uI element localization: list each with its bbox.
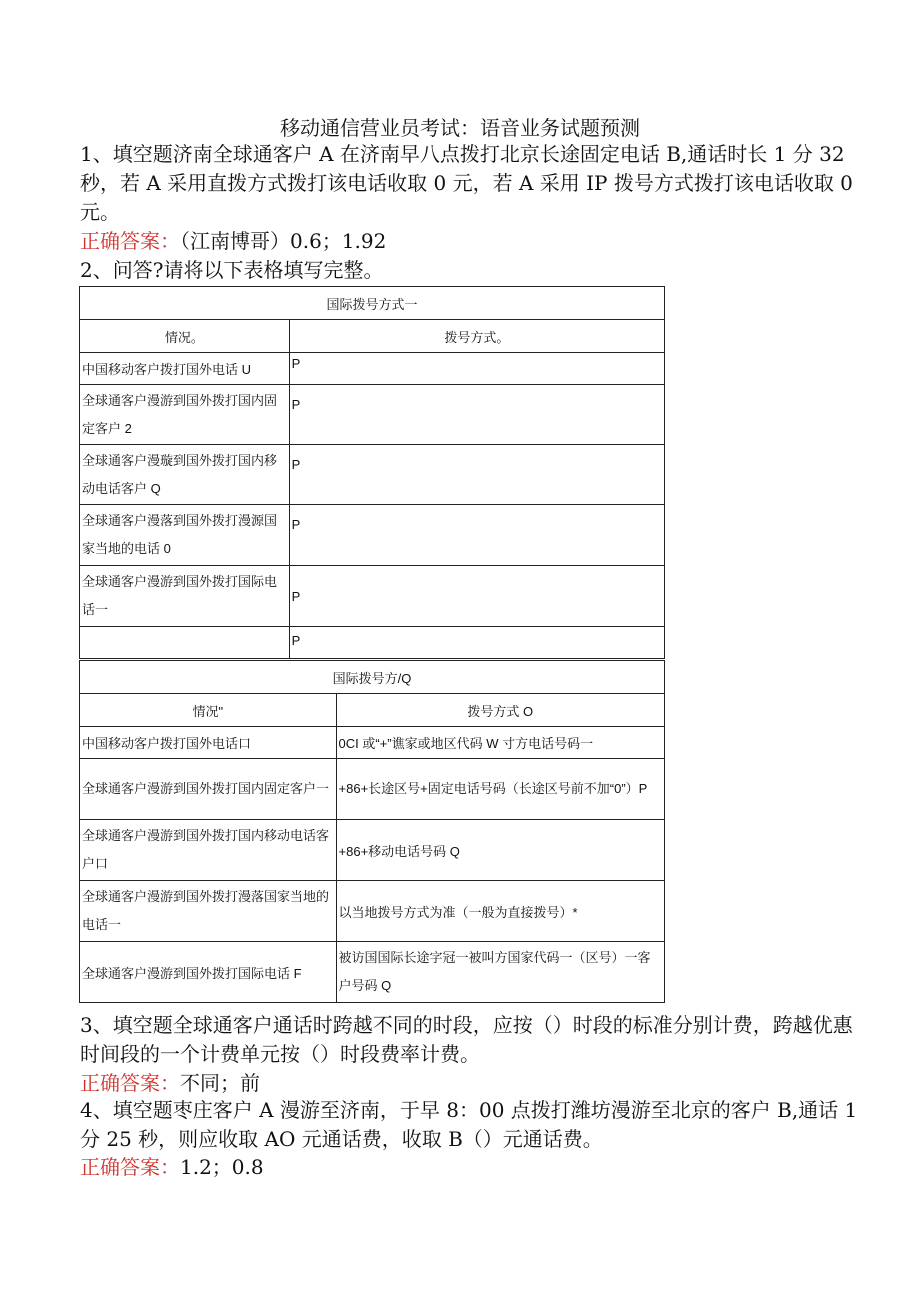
answer-label: 正确答案： [80,1071,180,1095]
column-header: 情况。 [80,320,290,353]
answer-3 [80,1069,260,1098]
table-row [80,727,665,759]
situation-cell: 全球通客户漫游到国外拨打国内移动电话客户口 [80,820,337,881]
answer-value: 不同；前 [180,1071,260,1095]
table-row [80,566,665,627]
question-2: 2、问答?请将以下表格填写完整。 [80,258,384,282]
page-title: 移动通信营业员考试：语音业务试题预测 [280,116,640,140]
answer-4 [80,1153,264,1182]
answer-value: （江南博哥）0.6；1.92 [180,229,387,253]
table-row [80,385,665,445]
situation-cell: 全球通客户漫游到国外拨打国际电话 F [80,942,337,1003]
situation-cell: 全球通客户漫落到国外拨打漫源国家当地的电话 0 [80,505,290,566]
table-row [80,881,665,942]
situation-cell: 全球通客户漫璇到国外拨打国内移动电话客户 Q [80,445,290,505]
question-4: 4、填空题枣庄客户 A 漫游至济南，于早 8：00 点拨打潍坊漫游至北京的客户 B,通话 1 分 25 秒，则应收取 AO 元通话费，收取 B（）元通话费。 [80,1098,858,1151]
method-cell: +86+长途区号+固定电话号码（长途区号前不加“0”）P [336,759,664,820]
question-3: 3、填空题全球通客户通话时跨越不同的时段，应按（）时段的标准分别计费，跨越优惠时间段的一个计费单元按（）时段费率计费。 [80,1013,853,1066]
answer-value: 1.2；0.8 [180,1155,264,1179]
answer-label: 正确答案： [80,229,180,253]
situation-cell: 中国移动客户拨打国外电话 U [80,353,290,385]
table-title: 国际拨号方/Q [80,661,665,694]
table-row [80,353,665,385]
method-cell: P [289,385,664,445]
method-cell: P [289,505,664,566]
situation-cell [80,627,290,659]
column-header: 情况" [80,694,337,727]
table-row [80,820,665,881]
method-cell: P [289,353,664,385]
table-row [80,445,665,505]
table-row [80,627,665,659]
situation-cell: 全球通客户漫游到国外拨打国际电话一 [80,566,290,627]
situation-cell: 全球通客户漫游到国外拨打国内固定客户一 [80,759,337,820]
dialing-table-2 [79,660,665,1003]
method-cell: 0CI 或“+”谯家或地区代码 W 寸方电话号码一 [336,727,664,759]
dialing-table-1 [79,286,665,659]
method-cell: P [289,566,664,627]
method-cell: P [289,627,664,659]
situation-cell: 全球通客户漫游到国外拨打漫落国家当地的电话一 [80,881,337,942]
method-cell: 以当地拨号方式为准（一般为直接拨号）* [336,881,664,942]
method-cell: 被访国国际长途字冠一被叫方国家代码一（区号）一客户号码 Q [336,942,664,1003]
answer-1 [80,227,386,256]
situation-cell: 全球通客户漫游到国外拨打国内固定客户 2 [80,385,290,445]
method-cell: P [289,445,664,505]
answer-label: 正确答案： [80,1155,180,1179]
column-header: 拨号方式。 [289,320,664,353]
table-row [80,942,665,1003]
column-header: 拨号方式 O [336,694,664,727]
table-title: 国际拨号方式一 [80,287,665,320]
situation-cell: 中国移动客户拨打国外电话口 [80,727,337,759]
method-cell: +86+移动电话号码 Q [336,820,664,881]
question-1: 1、填空题济南全球通客户 A 在济南早八点拨打北京长途固定电话 B,通话时长 1 分 32 秒，若 A 采用直拨方式拨打该电话收取 0 元，若 A 采用 IP 拨号方式拨打该电话收取 0 元。 [80,142,853,224]
table-row [80,759,665,820]
table-row [80,505,665,566]
